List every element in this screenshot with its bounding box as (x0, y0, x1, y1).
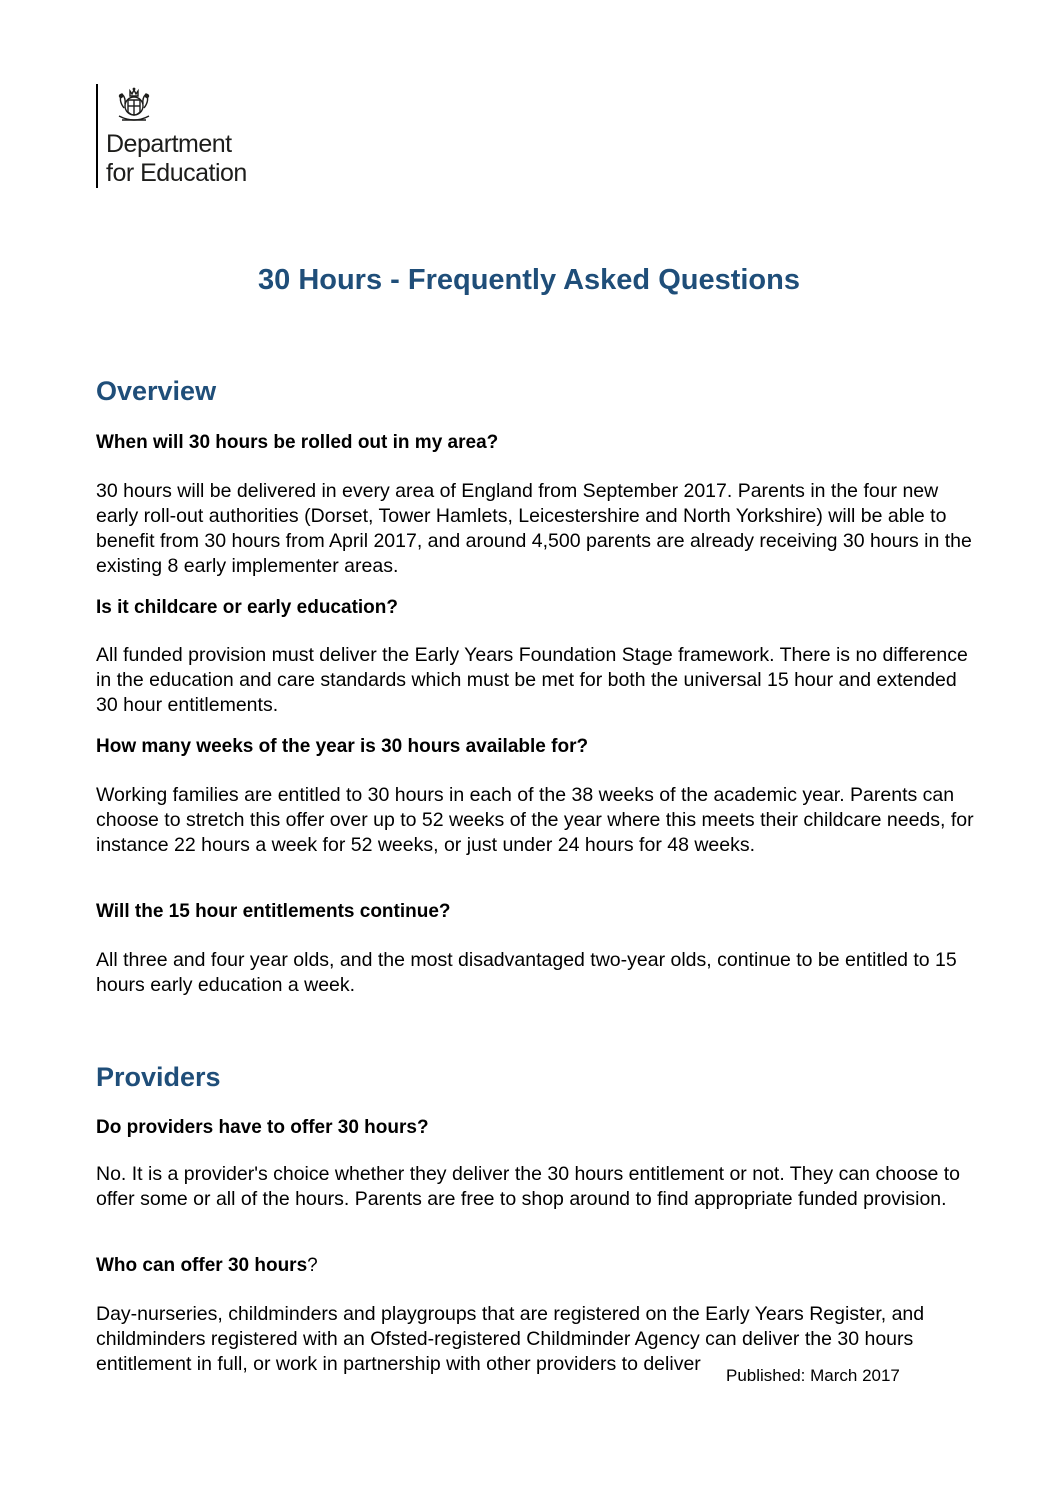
faq-question: When will 30 hours be rolled out in my area? (96, 432, 499, 453)
department-logo (96, 84, 316, 190)
org-line-1: Department (106, 130, 232, 158)
faq-answer: All three and four year olds, and the most disadvantaged two-year olds, continue to be entitled to 15 hours early education a week. (96, 949, 957, 996)
faq-question-text: Who can offer 30 hours (96, 1255, 308, 1276)
faq-question: Do providers have to offer 30 hours? (96, 1117, 429, 1138)
section-heading-providers: Providers (96, 1062, 221, 1092)
logo-divider (96, 84, 98, 188)
department-name (106, 130, 247, 188)
faq-answer: 30 hours will be delivered in every area of England from September 2017. Parents in the four new early roll-out authorities (Dorset, Tower Hamlets, Leicestershire and North Yorkshire) will be able to benefit from 30 hours from April 2017, and around 4,500 parents are already receiving 30 hours in the existing 8 early implementer areas. (96, 480, 972, 577)
document-title: 30 Hours - Frequently Asked Questions (258, 264, 800, 296)
faq-answer: All funded provision must deliver the Early Years Foundation Stage framework. There is no difference in the education and care standards which must be met for both the universal 15 hour and extended 30 hour entitlements. (96, 644, 968, 716)
faq-answer: Day-nurseries, childminders and playgroups that are registered on the Early Years Register, and childminders registered with an Ofsted-registered Childminder Agency can deliver the 30 hours entitlement in full, or work in partnership with other providers to deliver (96, 1303, 925, 1375)
published-date: Published: March 2017 (726, 1366, 900, 1385)
faq-answer: No. It is a provider's choice whether they deliver the 30 hours entitlement or not. They can choose to offer some or all of the hours. Parents are free to shop around to find appropriate funded provision. (96, 1163, 960, 1210)
faq-question: Is it childcare or early education? (96, 597, 398, 618)
faq-question: Will the 15 hour entitlements continue? (96, 901, 451, 922)
faq-answer: Working families are entitled to 30 hours in each of the 38 weeks of the academic year. Parents can choose to stretch this offer over up to 52 weeks of the year where this meets their childcare needs, for instance 22 hours a week for 52 weeks, or just under 24 hours for 48 weeks. (96, 784, 974, 856)
org-line-2: for Education (106, 159, 247, 187)
faq-question-mark: ? (307, 1255, 318, 1276)
section-heading-overview: Overview (96, 376, 217, 406)
faq-question (96, 1255, 318, 1277)
royal-crest-icon (108, 86, 160, 128)
faq-question: How many weeks of the year is 30 hours available for? (96, 736, 589, 757)
